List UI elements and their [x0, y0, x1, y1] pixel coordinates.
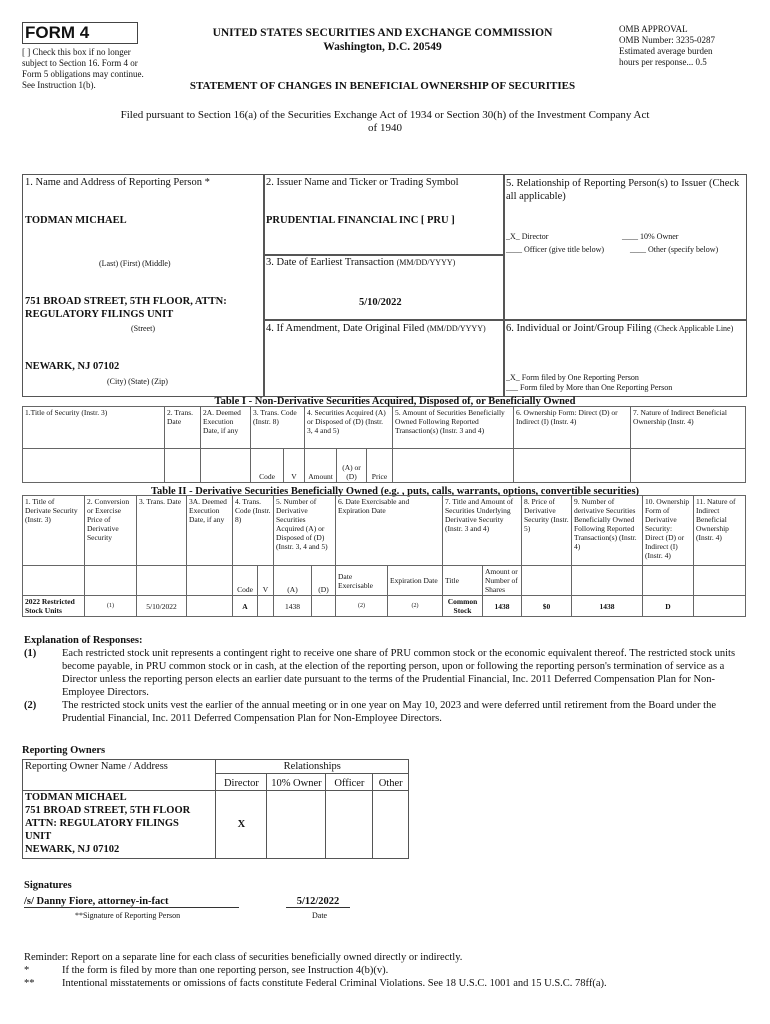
relationship-box	[503, 174, 747, 321]
table2-header-title: 1. Title of Derivate Security (Instr. 3)	[23, 496, 85, 566]
earliest-transaction-title: 3. Date of Earliest Transaction	[266, 257, 395, 268]
table2-sub-d: (D)	[312, 566, 336, 596]
amendment-format-note: (MM/DD/YYYY)	[426, 324, 486, 333]
table2-title: Table II - Derivative Securities Beneficially Owned (e.g. , puts, calls, warrants, options, convertible securities)	[150, 486, 640, 497]
reporting-owners-title: Reporting Owners	[22, 745, 106, 756]
reporting-owners-table	[22, 759, 409, 859]
date-format-note: (MM/DD/YYYY)	[396, 258, 456, 267]
city-caption: (City) (State) (Zip)	[107, 377, 168, 386]
reporting-person-city: NEWARK, NJ 07102	[25, 361, 120, 372]
table1-header-acquired: 4. Securities Acquired (A) or Disposed of (D) (Instr. 3, 4 and 5)	[305, 407, 393, 449]
row-trans-date: 5/10/2022	[137, 596, 187, 617]
footer-note-text: If the form is filed by more than one reporting person, see Instruction 4(b)(v).	[62, 965, 389, 976]
owners-col-name: Reporting Owner Name / Address	[23, 760, 216, 774]
table2-sub-v: V	[258, 566, 274, 596]
filing-type-note: (Check Applicable Line)	[654, 324, 734, 333]
table2-header-form: 10. Ownership Form of Derivative Security: Direct (D) or Indirect (I) (Instr. 4)	[643, 496, 694, 566]
table2-sub-exercisable: Date Exercisable	[336, 566, 388, 596]
officer-option: ____ Officer (give title below)	[506, 245, 605, 254]
table2-header-code: 4. Trans. Code (Instr. 8)	[233, 496, 274, 566]
agency-location: Washington, D.C. 20549	[323, 41, 442, 53]
filing-one-option: _X_ Form filed by One Reporting Person	[506, 373, 639, 382]
row-owned-following: 1438	[572, 596, 643, 617]
explanation-item	[24, 647, 744, 699]
issuer-label: 2. Issuer Name and Ticker or Trading Symbol	[266, 177, 459, 188]
owners-col-other: Other	[373, 774, 409, 791]
table2-header-conversion: 2. Conversion or Exercise Price of Derivative Security	[85, 496, 137, 566]
owners-col-ten-pct: 10% Owner	[267, 774, 326, 791]
agency-name: UNITED STATES SECURITIES AND EXCHANGE COMMISSION	[212, 27, 553, 39]
table2-header-exercisable: 6. Date Exercisable and Expiration Date	[336, 496, 443, 566]
table1-sub-price: Price	[367, 449, 393, 483]
table-row	[23, 791, 409, 859]
explanation-text: The restricted stock units vest the earlier of the annual meeting or in one year on May 10, 2023 and were deferred until retirement from the Board under the Prudential Financial, Inc. 2011 Deferred Compensation Plan for Non-Employee Directors.	[62, 700, 716, 724]
footer-note	[24, 977, 754, 990]
table2-sub-a: (A)	[274, 566, 312, 596]
signature-caption: **Signature of Reporting Person	[75, 911, 181, 920]
filing-type-box	[503, 319, 747, 397]
table1-header-deemed: 2A. Deemed Execution Date, if any	[201, 407, 251, 449]
owners-col-director: Director	[216, 774, 267, 791]
table1-header-code: 3. Trans. Code (Instr. 8)	[251, 407, 305, 449]
omb-approval	[619, 24, 759, 68]
table1-header-amount: 5. Amount of Securities Beneficially Owned Following Reported Transaction(s) (Instr. 3 and 4)	[393, 407, 514, 449]
row-amount-acquired: 1438	[274, 596, 312, 617]
reporting-person-street: 751 BROAD STREET, 5TH FLOOR, ATTN: REGULATORY FILINGS UNIT	[25, 296, 227, 320]
filed-pursuant: Filed pursuant to Section 16(a) of the Securities Exchange Act of 1934 or Section 30(h) of the Investment Company Act of 1940	[120, 109, 650, 134]
omb-line: hours per response... 0.5	[619, 57, 707, 67]
row-ownership-form: D	[643, 596, 694, 617]
earliest-transaction-label	[266, 257, 455, 268]
explanation-number: (2)	[24, 700, 37, 711]
table2-header-price: 8. Price of Derivative Security (Instr. 5)	[522, 496, 572, 566]
row-underlying-amount: 1438	[483, 596, 522, 617]
signature-name: /s/ Danny Fiore, attorney-in-fact	[24, 896, 239, 908]
table2	[22, 495, 746, 617]
row-date-exercisable: (2)	[336, 596, 388, 617]
table1-header-form: 6. Ownership Form: Direct (D) or Indirect (I) (Instr. 4)	[514, 407, 631, 449]
owner-line: ATTN: REGULATORY FILINGS	[25, 818, 179, 829]
amendment-label	[266, 323, 486, 334]
explanation-number: (1)	[24, 648, 37, 659]
owners-col-officer: Officer	[326, 774, 373, 791]
table2-sub-amount: Amount or Number of Shares	[483, 566, 522, 596]
explanation-section	[24, 634, 744, 725]
omb-line: OMB APPROVAL	[619, 24, 688, 34]
table2-header-deemed: 3A. Deemed Execution Date, if any	[187, 496, 233, 566]
footer-note-mark: **	[24, 978, 35, 989]
footer-notes	[24, 951, 754, 990]
reminder-text: Reminder: Report on a separate line for each class of securities beneficially owned directly or indirectly.	[24, 952, 463, 963]
agency-header	[180, 26, 585, 54]
explanation-text: Each restricted stock unit represents a contingent right to receive one share of PRU common stock or the economic equivalent thereof. The restricted stock units become payable, in PRU common stock or in cash, at the election of the reporting person, upon or following the reporting person's termination of service as a Director unless the reporting person elects an earlier date pursuant to the terms of the Prudential Financial, Inc. 2011 Deferred Compensation Plan for Non-Employee Directors.	[62, 648, 736, 698]
table2-sub-expiration: Expiration Date	[388, 566, 443, 596]
filing-more-option: ___ Form filed by More than One Reporting Person	[506, 383, 673, 392]
filing-type-title: 6. Individual or Joint/Group Filing	[506, 323, 652, 334]
footer-note	[24, 964, 754, 977]
reporting-person-label: 1. Name and Address of Reporting Person *	[25, 177, 210, 188]
earliest-transaction-box	[263, 254, 505, 321]
row-security-title: 2022 Restricted Stock Units	[23, 596, 85, 617]
owner-line: UNIT	[25, 831, 52, 842]
owners-col-relationships: Relationships	[216, 760, 409, 774]
table1-sub-amount: Amount	[305, 449, 337, 483]
row-trans-code: A	[233, 596, 258, 617]
table2-header-owned: 9. Number of derivative Securities Beneficially Owned Following Reported Transaction(s) (Instr. 4)	[572, 496, 643, 566]
table2-header-underlying: 7. Title and Amount of Securities Underlying Derivative Security (Instr. 3 and 4)	[443, 496, 522, 566]
owner-line: 751 BROAD STREET, 5TH FLOOR	[25, 805, 191, 816]
reporting-person-box	[22, 174, 265, 397]
amendment-box	[263, 319, 505, 397]
table1-sub-code: Code	[251, 449, 284, 483]
ten-pct-option: ____ 10% Owner	[622, 232, 679, 241]
explanation-item	[24, 699, 744, 725]
table1-header-title: 1.Title of Security (Instr. 3)	[23, 407, 165, 449]
table1-title: Table I - Non-Derivative Securities Acquired, Disposed of, or Beneficially Owned	[214, 396, 576, 407]
signature-date-caption: Date	[312, 911, 328, 920]
table2-sub-code: Code	[233, 566, 258, 596]
relationship-label: 5. Relationship of Reporting Person(s) to Issuer (Check all applicable)	[506, 178, 740, 202]
checkbox-instruction: [ ] Check this box if no longer subject to Section 16. Form 4 or Form 5 obligations may continue. See Instruction 1(b).	[22, 47, 144, 90]
row-conversion-price: (1)	[85, 596, 137, 617]
street-caption: (Street)	[131, 324, 155, 333]
row-underlying-title: Common Stock	[443, 596, 483, 617]
table2-header-date: 3. Trans. Date	[137, 496, 187, 566]
owner-director-mark: X	[216, 791, 267, 859]
omb-line: OMB Number: 3235-0287	[619, 35, 715, 45]
form-title: FORM 4	[22, 22, 138, 44]
table2-header-nature: 11. Nature of Indirect Beneficial Ownership (Instr. 4)	[694, 496, 746, 566]
explanation-title: Explanation of Responses:	[24, 635, 143, 646]
owner-name-address	[23, 791, 216, 859]
table1-sub-v: V	[284, 449, 305, 483]
statement-title: STATEMENT OF CHANGES IN BENEFICIAL OWNERSHIP OF SECURITIES	[189, 80, 576, 92]
director-option: _X_ Director	[506, 232, 549, 241]
table-row	[23, 596, 746, 617]
table1-sub-aord: (A) or (D)	[337, 449, 367, 483]
signatures-title: Signatures	[24, 880, 72, 891]
other-option: ____ Other (specify below)	[630, 245, 719, 254]
issuer-box	[263, 174, 505, 256]
issuer-name: PRUDENTIAL FINANCIAL INC [ PRU ]	[266, 215, 455, 226]
table1-header-nature: 7. Nature of Indirect Beneficial Ownership (Instr. 4)	[631, 407, 746, 449]
owner-line: NEWARK, NJ 07102	[25, 844, 120, 855]
row-derivative-price: $0	[522, 596, 572, 617]
reporting-person-name: TODMAN MICHAEL	[25, 215, 127, 226]
table1-header-date: 2. Trans. Date	[165, 407, 201, 449]
filing-type-label	[506, 323, 744, 335]
owner-line: TODMAN MICHAEL	[25, 792, 127, 803]
name-caption: (Last) (First) (Middle)	[99, 259, 171, 268]
row-expiration-date: (2)	[388, 596, 443, 617]
omb-line: Estimated average burden	[619, 46, 713, 56]
amendment-title: 4. If Amendment, Date Original Filed	[266, 323, 425, 334]
footer-note-text: Intentional misstatements or omissions of facts constitute Federal Criminal Violations. See 18 U.S.C. 1001 and 15 U.S.C. 78ff(a).	[62, 978, 607, 989]
table2-sub-title: Title	[443, 566, 483, 596]
earliest-transaction-date: 5/10/2022	[359, 297, 402, 308]
table1	[22, 406, 746, 483]
footer-note-mark: *	[24, 965, 30, 976]
table2-header-number: 5. Number of Derivative Securities Acquired (A) or Disposed of (D) (Instr. 3, 4 and 5)	[274, 496, 336, 566]
signature-date: 5/12/2022	[286, 896, 350, 908]
